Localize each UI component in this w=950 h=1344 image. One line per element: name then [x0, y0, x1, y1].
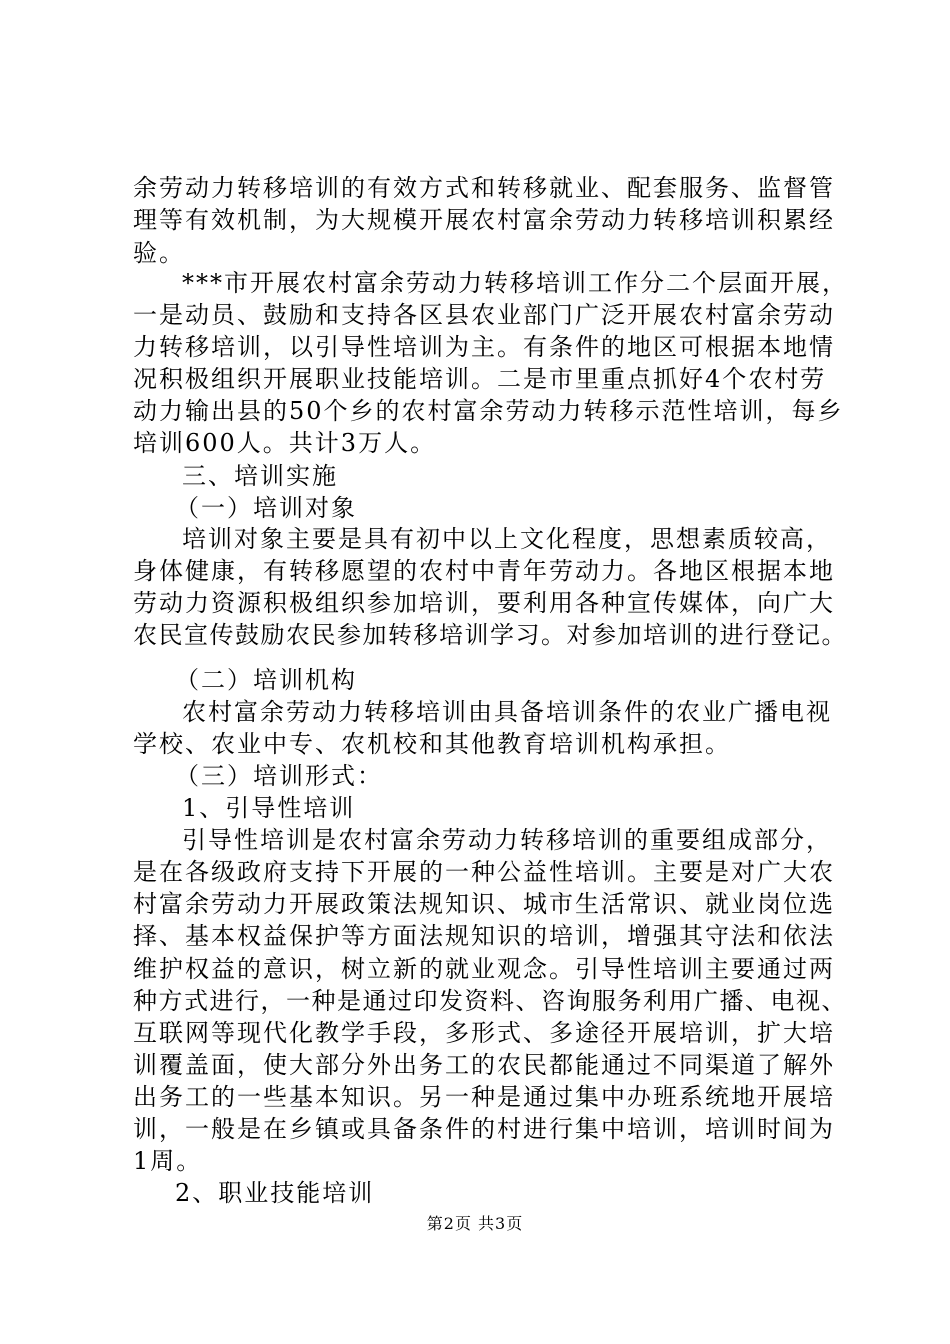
- paragraph-line: 引导性培训是农村富余劳动力转移培训的重要组成部分，: [182, 826, 832, 854]
- subsection-heading: （一）培训对象: [175, 494, 357, 522]
- item-heading: 1、引导性培训: [182, 794, 356, 822]
- subsection-heading: （三）培训形式：: [175, 762, 383, 790]
- paragraph-line: 维护权益的意识，树立新的就业观念。引导性培训主要通过两: [133, 955, 835, 983]
- paragraph-line: 力转移培训，以引导性培训为主。有条件的地区可根据本地情: [133, 333, 835, 361]
- item-heading: 2、职业技能培训: [175, 1179, 375, 1207]
- paragraph-line: 理等有效机制，为大规模开展农村富余劳动力转移培训积累经: [133, 206, 835, 234]
- paragraph-line: 1周。: [133, 1147, 203, 1175]
- paragraph-line: 训覆盖面，使大部分外出务工的农民都能通过不同渠道了解外: [133, 1051, 835, 1079]
- paragraph-line: 动力输出县的50个乡的农村富余劳动力转移示范性培训，每乡: [133, 397, 844, 425]
- paragraph-line: 一是动员、鼓励和支持各区县农业部门广泛开展农村富余劳动: [133, 301, 835, 329]
- paragraph-line: 身体健康，有转移愿望的农村中青年劳动力。各地区根据本地: [133, 557, 835, 585]
- paragraph-line: 村富余劳动力开展政策法规知识、城市生活常识、就业岗位选: [133, 890, 835, 918]
- subsection-heading: （二）培训机构: [175, 666, 357, 694]
- paragraph-line: 余劳动力转移培训的有效方式和转移就业、配套服务、监督管: [133, 174, 835, 202]
- paragraph-line: 种方式进行，一种是通过印发资料、咨询服务利用广播、电视、: [133, 987, 847, 1015]
- paragraph-line: 是在各级政府支持下开展的一种公益性培训。主要是对广大农: [133, 858, 835, 886]
- paragraph-line: 培训600人。共计3万人。: [133, 429, 437, 457]
- paragraph-line: 择、基本权益保护等方面法规知识的培训，增强其守法和依法: [133, 922, 835, 950]
- paragraph-line: 学校、农业中专、农机校和其他教育培训机构承担。: [133, 730, 731, 758]
- paragraph-line: 验。: [133, 239, 185, 267]
- paragraph-line: 互联网等现代化教学手段，多形式、多途径开展培训，扩大培: [133, 1019, 835, 1047]
- paragraph-line: 培训对象主要是具有初中以上文化程度，思想素质较高，: [182, 525, 832, 553]
- paragraph-line: 况积极组织开展职业技能培训。二是市里重点抓好4个农村劳: [133, 365, 827, 393]
- paragraph-line: 出务工的一些基本知识。另一种是通过集中办班系统地开展培: [133, 1083, 835, 1111]
- paragraph-line: 劳动力资源积极组织参加培训，要利用各种宣传媒体，向广大: [133, 589, 835, 617]
- section-heading: 三、培训实施: [182, 462, 338, 490]
- paragraph-line: 农民宣传鼓励农民参加转移培训学习。对参加培训的进行登记。: [133, 621, 847, 649]
- page-number-footer: 第2页 共3页: [426, 1214, 524, 1233]
- paragraph-line: 农村富余劳动力转移培训由具备培训条件的农业广播电视: [182, 698, 832, 726]
- paragraph-line: 训，一般是在乡镇或具备条件的村进行集中培训，培训时间为: [133, 1115, 835, 1143]
- paragraph-line: ***市开展农村富余劳动力转移培训工作分二个层面开展，: [182, 269, 848, 297]
